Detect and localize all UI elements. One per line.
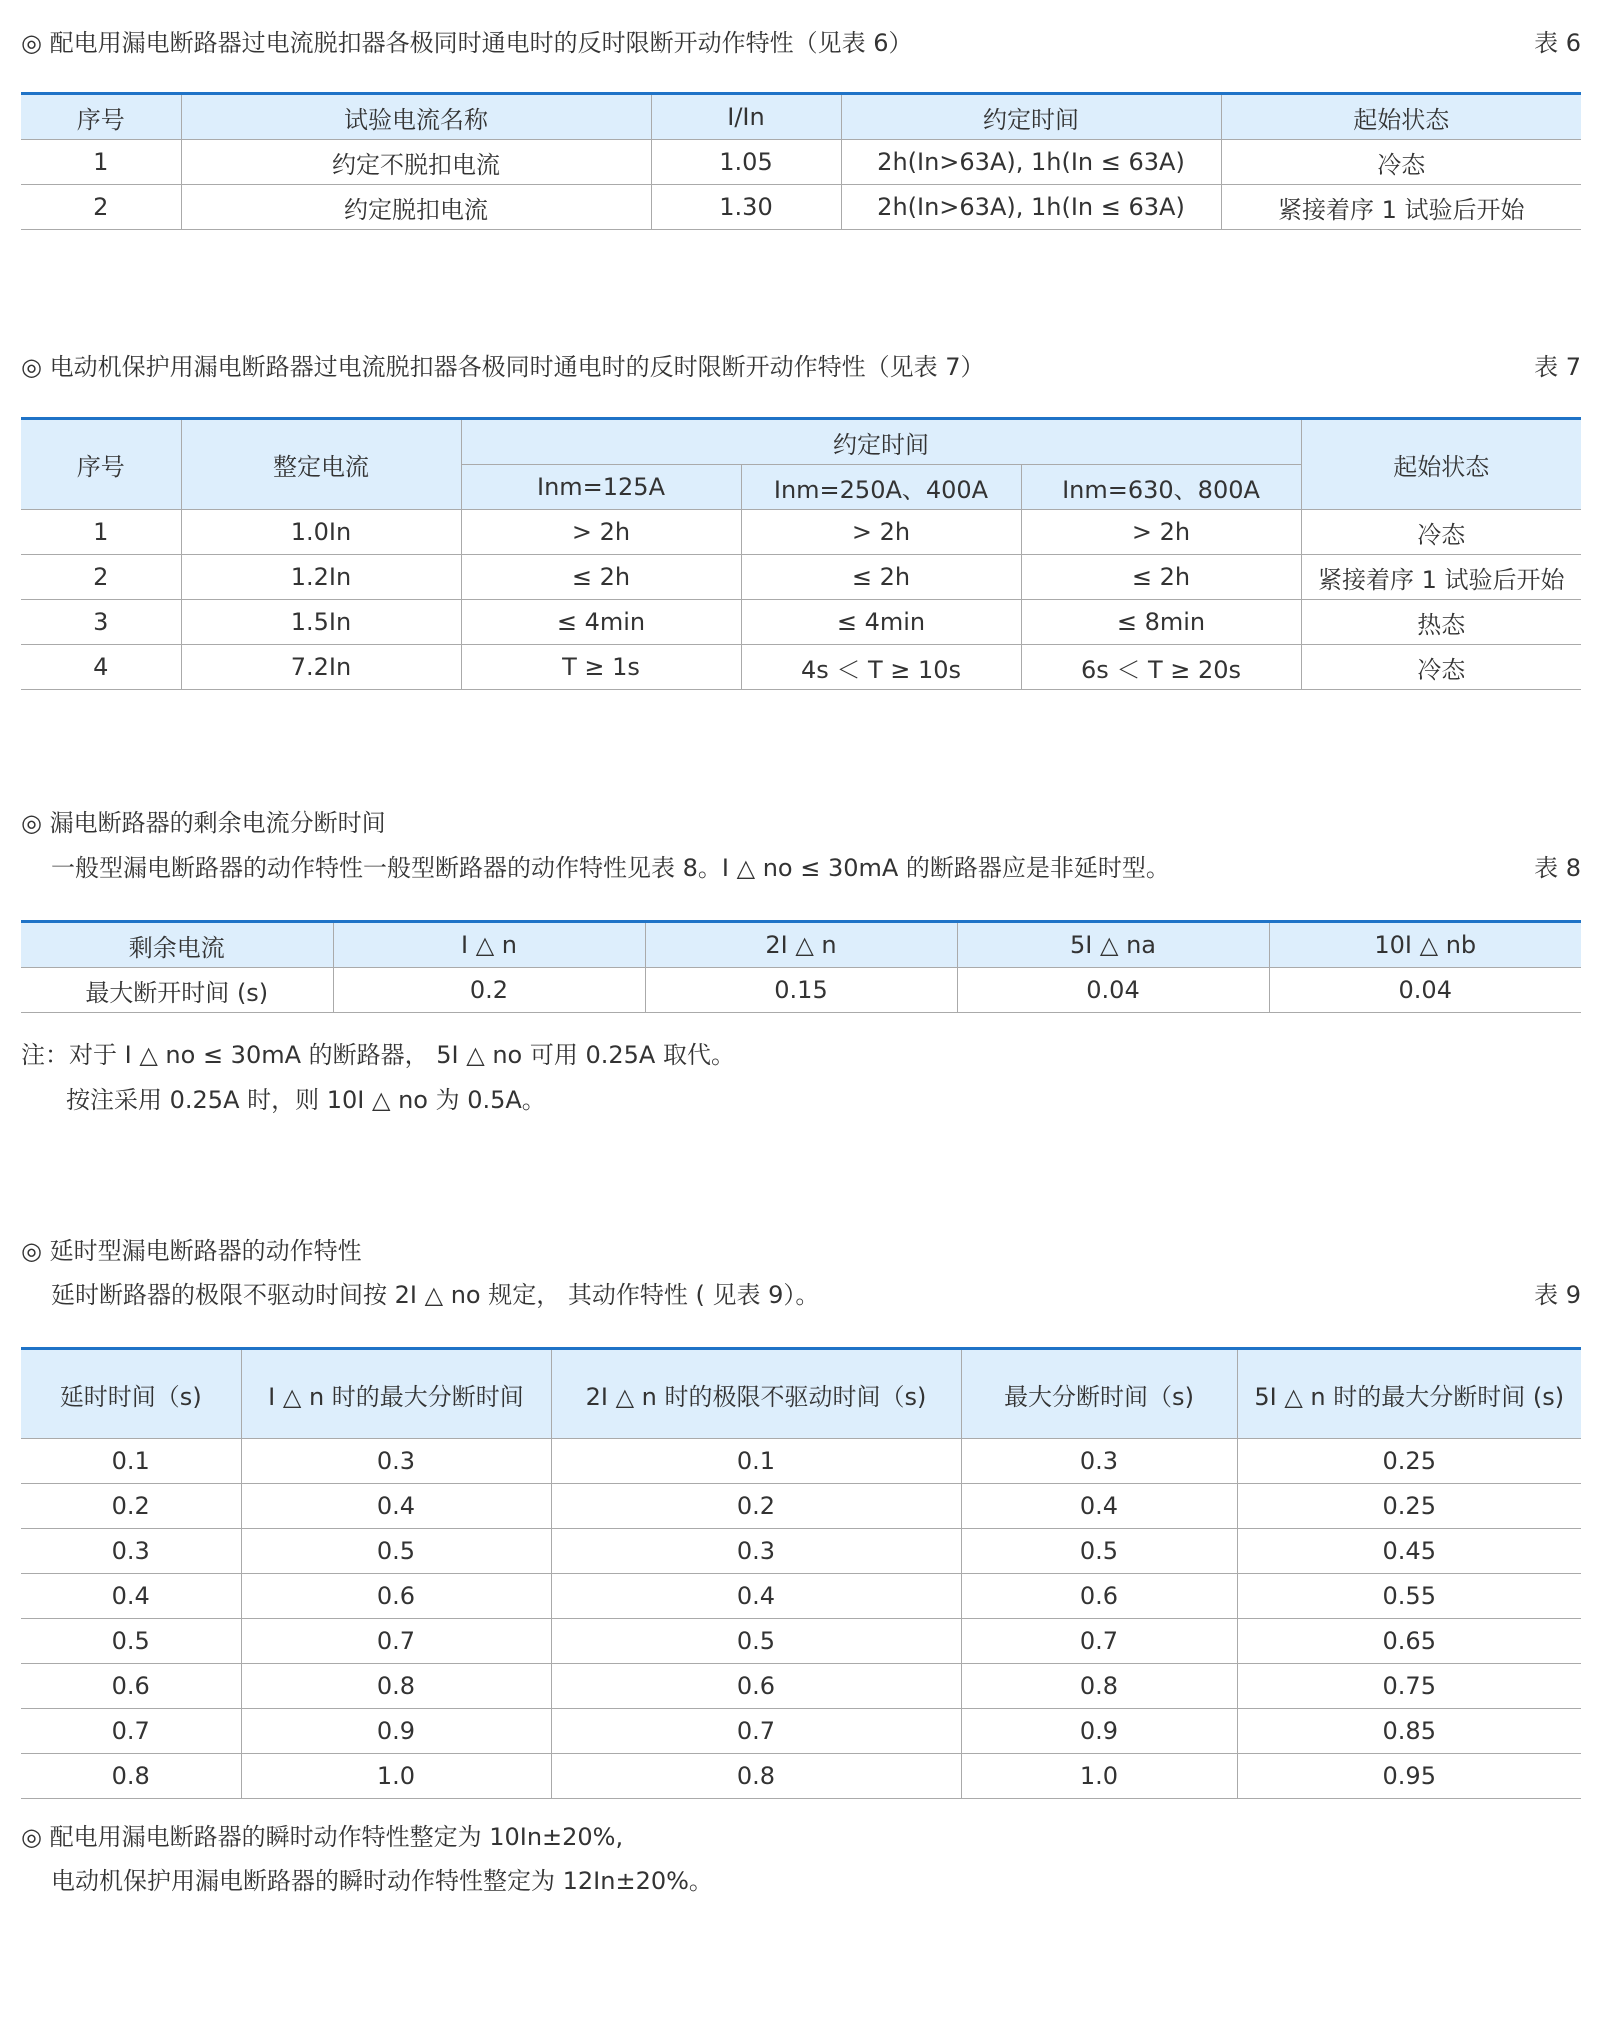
- table6-number: 表 6: [1534, 29, 1581, 57]
- table-cell: 1.0: [961, 1754, 1237, 1799]
- table6-header-row: [21, 94, 1581, 140]
- table-cell: 0.65: [1237, 1619, 1581, 1664]
- table-row: [21, 1529, 1581, 1574]
- table9-number: 表 9: [1534, 1281, 1581, 1309]
- table6-header-cell: I/In: [651, 94, 841, 140]
- table-row: [21, 1709, 1581, 1754]
- table-6: [21, 92, 1581, 230]
- table-cell: 1.30: [651, 185, 841, 230]
- table-cell: 约定不脱扣电流: [181, 140, 651, 185]
- table7-header-cell: 整定电流: [181, 419, 461, 510]
- table-cell: 0.85: [1237, 1709, 1581, 1754]
- table-cell: 0.5: [961, 1529, 1237, 1574]
- table-cell: 0.25: [1237, 1484, 1581, 1529]
- table-cell: 6s ＜ T ≥ 20s: [1021, 645, 1301, 690]
- table-row: [21, 1439, 1581, 1484]
- table-cell: 4s ＜ T ≥ 10s: [741, 645, 1021, 690]
- table-row: [21, 645, 1581, 690]
- table-cell: 0.9: [961, 1709, 1237, 1754]
- table-cell: 1: [21, 510, 181, 555]
- table-cell: ≤ 4min: [461, 600, 741, 645]
- table-cell: 热态: [1301, 600, 1581, 645]
- table-cell: 0.5: [241, 1529, 551, 1574]
- table-cell: 0.3: [21, 1529, 241, 1574]
- table-cell: 2h(In>63A), 1h(In ≤ 63A): [841, 140, 1221, 185]
- table9-subheading: 延时断路器的极限不驱动时间按 2I △ no 规定， 其动作特性 ( 见表 9）。: [51, 1281, 820, 1309]
- table-cell: ≤ 2h: [1021, 555, 1301, 600]
- table-8: [21, 920, 1581, 1013]
- table-cell: > 2h: [741, 510, 1021, 555]
- table-cell: 冷态: [1301, 510, 1581, 555]
- table9-header-cell: 5I △ n 时的最大分断时间 (s): [1237, 1349, 1581, 1439]
- table-cell: 0.7: [551, 1709, 961, 1754]
- table-cell: 0.15: [645, 968, 957, 1013]
- table-cell: 0.25: [1237, 1439, 1581, 1484]
- table6-header-cell: 起始状态: [1221, 94, 1581, 140]
- table7-subheader-cell: Inm=125A: [461, 465, 741, 510]
- table9-header-row: [21, 1349, 1581, 1439]
- table-cell: 0.04: [1269, 968, 1581, 1013]
- table7-subheader-cell: Inm=250A、400A: [741, 465, 1021, 510]
- table-cell: 4: [21, 645, 181, 690]
- table-cell: 0.8: [241, 1664, 551, 1709]
- table-cell: 0.1: [551, 1439, 961, 1484]
- table-cell: 0.7: [21, 1709, 241, 1754]
- table-cell: 0.4: [241, 1484, 551, 1529]
- table8-header-cell: 2I △ n: [645, 922, 957, 968]
- table-cell: ≤ 4min: [741, 600, 1021, 645]
- table-cell: 2h(In>63A), 1h(In ≤ 63A): [841, 185, 1221, 230]
- table8-subheading: 一般型漏电断路器的动作特性一般型断路器的动作特性见表 8。I △ no ≤ 30mA 的断路器应是非延时型。: [51, 854, 1170, 882]
- table-row: [21, 968, 1581, 1013]
- table-cell: 0.8: [21, 1754, 241, 1799]
- table8-header-cell: I △ n: [333, 922, 645, 968]
- table-cell: 2: [21, 555, 181, 600]
- table-cell: 0.3: [241, 1439, 551, 1484]
- table-cell: 0.3: [551, 1529, 961, 1574]
- table-cell: ≤ 8min: [1021, 600, 1301, 645]
- table7-header-cell: 序号: [21, 419, 181, 510]
- table7-header-cell: 约定时间: [461, 419, 1301, 465]
- table8-note-2: 按注采用 0.25A 时，则 10I △ no 为 0.5A。: [66, 1086, 546, 1114]
- table-cell: 0.8: [551, 1754, 961, 1799]
- table-cell: ≤ 2h: [741, 555, 1021, 600]
- table-row: [21, 140, 1581, 185]
- table-cell: 0.5: [551, 1619, 961, 1664]
- table8-header-cell: 10I △ nb: [1269, 922, 1581, 968]
- table-cell: 1: [21, 140, 181, 185]
- table-cell: 0.6: [241, 1574, 551, 1619]
- table-cell: 0.6: [961, 1574, 1237, 1619]
- table-cell: 2: [21, 185, 181, 230]
- table9-header-cell: 2I △ n 时的极限不驱动时间（s): [551, 1349, 961, 1439]
- table-cell: 0.6: [21, 1664, 241, 1709]
- table7-subheader-cell: Inm=630、800A: [1021, 465, 1301, 510]
- table-cell: 0.2: [21, 1484, 241, 1529]
- table7-header-row: [21, 419, 1581, 465]
- table9-header-cell: 延时时间（s): [21, 1349, 241, 1439]
- table-cell: 0.4: [961, 1484, 1237, 1529]
- table-cell: 0.6: [551, 1664, 961, 1709]
- table6-header-cell: 序号: [21, 94, 181, 140]
- table-cell: 1.0In: [181, 510, 461, 555]
- table6-header-cell: 试验电流名称: [181, 94, 651, 140]
- table-cell: 0.95: [1237, 1754, 1581, 1799]
- table8-header-cell: 剩余电流: [21, 922, 333, 968]
- table-cell: 0.04: [957, 968, 1269, 1013]
- table7-number: 表 7: [1534, 353, 1581, 381]
- table7-header-cell: 起始状态: [1301, 419, 1581, 510]
- table-cell: > 2h: [461, 510, 741, 555]
- table-7: [21, 417, 1581, 690]
- table-cell: 0.7: [961, 1619, 1237, 1664]
- table8-heading: ◎ 漏电断路器的剩余电流分断时间: [21, 809, 386, 837]
- table-row: [21, 1754, 1581, 1799]
- table-cell: 0.4: [551, 1574, 961, 1619]
- table-cell: 0.75: [1237, 1664, 1581, 1709]
- table-cell: 0.9: [241, 1709, 551, 1754]
- table-cell: 7.2In: [181, 645, 461, 690]
- table9-header-cell: I △ n 时的最大分断时间: [241, 1349, 551, 1439]
- table6-heading: ◎ 配电用漏电断路器过电流脱扣器各极同时通电时的反时限断开动作特性（见表 6）: [21, 29, 913, 57]
- table8-note-1: 注：对于 I △ no ≤ 30mA 的断路器， 5I △ no 可用 0.25A 取代。: [21, 1041, 735, 1069]
- table-cell: 1.5In: [181, 600, 461, 645]
- table-cell: 约定脱扣电流: [181, 185, 651, 230]
- table-cell: T ≥ 1s: [461, 645, 741, 690]
- table6-header-cell: 约定时间: [841, 94, 1221, 140]
- table-cell: 0.45: [1237, 1529, 1581, 1574]
- table-row: [21, 555, 1581, 600]
- table9-heading: ◎ 延时型漏电断路器的动作特性: [21, 1237, 362, 1265]
- table-cell: 冷态: [1221, 140, 1581, 185]
- table-row: [21, 185, 1581, 230]
- footer-line-1: ◎ 配电用漏电断路器的瞬时动作特性整定为 10In±20%,: [21, 1823, 624, 1851]
- table-cell: 0.55: [1237, 1574, 1581, 1619]
- table-9: [21, 1347, 1581, 1799]
- table7-heading: ◎ 电动机保护用漏电断路器过电流脱扣器各极同时通电时的反时限断开动作特性（见表 7）: [21, 353, 985, 381]
- table-row: [21, 1574, 1581, 1619]
- table-cell: > 2h: [1021, 510, 1301, 555]
- table-cell: ≤ 2h: [461, 555, 741, 600]
- table-cell: 0.4: [21, 1574, 241, 1619]
- table-cell: 0.2: [333, 968, 645, 1013]
- table-cell: 紧接着序 1 试验后开始: [1301, 555, 1581, 600]
- table-cell: 0.3: [961, 1439, 1237, 1484]
- table-row: [21, 1484, 1581, 1529]
- table9-header-cell: 最大分断时间（s): [961, 1349, 1237, 1439]
- table-row: [21, 600, 1581, 645]
- table-cell: 0.2: [551, 1484, 961, 1529]
- table-row: [21, 1619, 1581, 1664]
- table-cell: 1.0: [241, 1754, 551, 1799]
- table8-header-row: [21, 922, 1581, 968]
- footer-line-2: 电动机保护用漏电断路器的瞬时动作特性整定为 12In±20%。: [51, 1867, 713, 1895]
- table-cell: 最大断开时间 (s): [21, 968, 333, 1013]
- table-cell: 冷态: [1301, 645, 1581, 690]
- table-cell: 1.2In: [181, 555, 461, 600]
- table-cell: 0.5: [21, 1619, 241, 1664]
- table-cell: 1.05: [651, 140, 841, 185]
- table-cell: 紧接着序 1 试验后开始: [1221, 185, 1581, 230]
- table-cell: 0.1: [21, 1439, 241, 1484]
- table-row: [21, 510, 1581, 555]
- table8-header-cell: 5I △ na: [957, 922, 1269, 968]
- table-cell: 0.8: [961, 1664, 1237, 1709]
- table-cell: 3: [21, 600, 181, 645]
- table-cell: 0.7: [241, 1619, 551, 1664]
- table-row: [21, 1664, 1581, 1709]
- table8-number: 表 8: [1534, 854, 1581, 882]
